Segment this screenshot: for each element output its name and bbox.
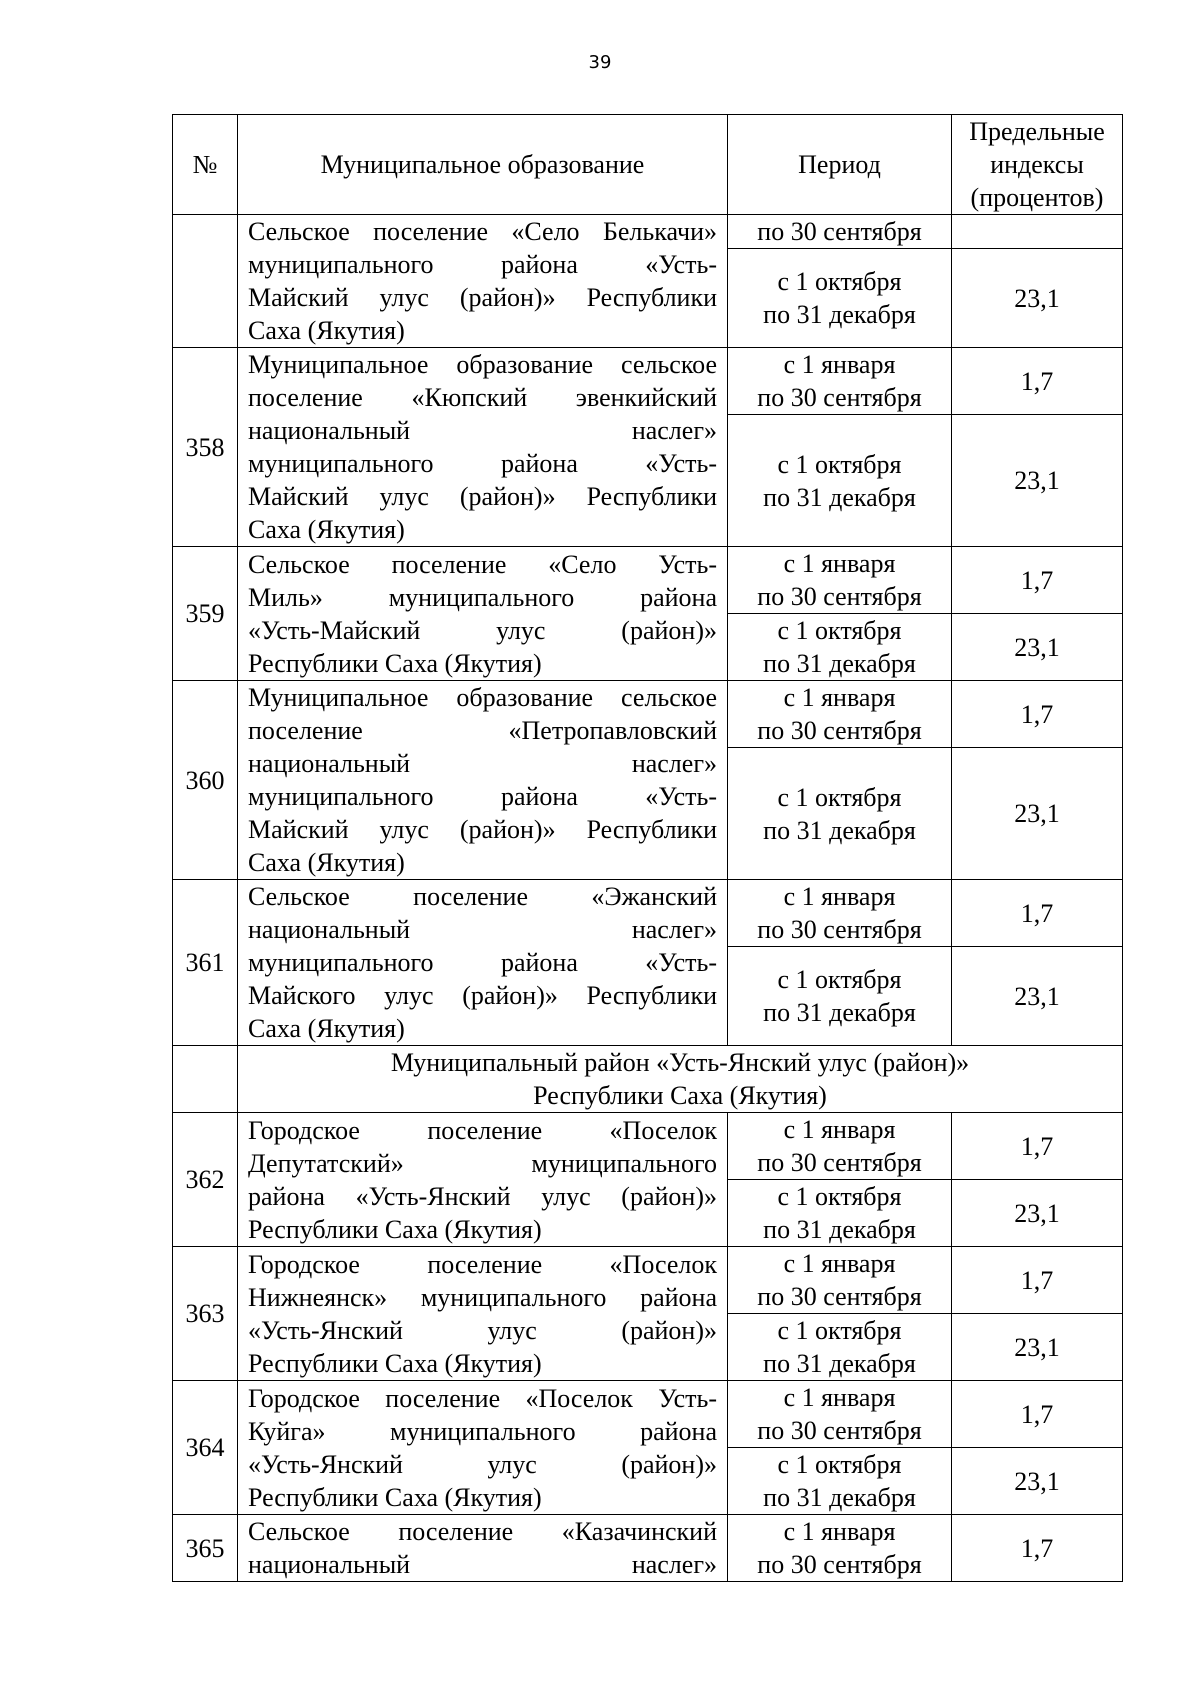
- index-cell: 1,7: [952, 681, 1123, 748]
- period-cell: [728, 415, 952, 547]
- entity-line: Майский улус (район)» Республики: [248, 482, 717, 511]
- index-cell: [952, 215, 1123, 249]
- entity-line: Саха (Якутия): [248, 848, 405, 877]
- period-line: с 1 января: [783, 1115, 896, 1144]
- index-cell: 1,7: [952, 1113, 1123, 1180]
- period-cell: [728, 1180, 952, 1247]
- period-line: по 31 декабря: [763, 1349, 916, 1378]
- row-number: 358: [173, 348, 238, 547]
- period-line: по 31 декабря: [763, 649, 916, 678]
- index-cell: 1,7: [952, 547, 1123, 614]
- table-header-row: [173, 115, 1123, 215]
- entity-line: поселение «Кюпский эвенкийский: [248, 383, 717, 412]
- entity-line: национальный наслег»: [248, 1550, 717, 1579]
- index-cell: 23,1: [952, 249, 1123, 348]
- period-line: по 30 сентября: [757, 716, 922, 745]
- entity-line: Депутатский» муниципального: [248, 1148, 717, 1178]
- entity-line: Республики Саха (Якутия): [248, 648, 542, 678]
- period-line: по 31 декабря: [763, 998, 916, 1027]
- entity-line: Муниципальное образование сельское: [248, 350, 717, 379]
- header-number: №: [173, 115, 238, 215]
- period-cell: [728, 681, 952, 748]
- period-cell: [728, 1515, 952, 1582]
- period-line: по 31 декабря: [763, 1215, 916, 1244]
- index-cell: 23,1: [952, 415, 1123, 547]
- period-cell: [728, 249, 952, 348]
- period-line: по 30 сентября: [757, 383, 922, 412]
- entity-name: [238, 348, 728, 547]
- table-row: [173, 1113, 1123, 1180]
- index-cell: 23,1: [952, 1180, 1123, 1247]
- entity-line: муниципального района «Усть-: [248, 948, 717, 977]
- period-line: по 31 декабря: [763, 482, 916, 512]
- period-cell: [728, 547, 952, 614]
- district-row: [173, 1046, 1123, 1113]
- header-entity: Муниципальное образование: [238, 115, 728, 215]
- period-cell: [728, 1247, 952, 1314]
- period-line: с 1 января: [783, 1517, 896, 1546]
- entity-name: [238, 681, 728, 880]
- period-cell: [728, 1314, 952, 1381]
- entity-line: Муниципальное образование сельское: [248, 683, 717, 712]
- entity-line: «Усть-Янский улус (район)»: [248, 1449, 717, 1479]
- entity-line: Городское поселение «Поселок: [248, 1249, 717, 1279]
- entity-line: поселение «Петропавловский: [248, 716, 717, 745]
- entity-name: [238, 215, 728, 348]
- index-cell: 23,1: [952, 614, 1123, 681]
- table-row: [173, 348, 1123, 415]
- entity-name: [238, 1381, 728, 1515]
- period-line: по 30 сентября: [757, 582, 922, 611]
- entity-line: Куйга» муниципального района: [248, 1416, 717, 1446]
- table-row: [173, 547, 1123, 614]
- period-line: с 1 января: [783, 882, 896, 911]
- row-number: 359: [173, 547, 238, 681]
- period-line: с 1 октября: [777, 1450, 902, 1479]
- index-cell: 23,1: [952, 947, 1123, 1046]
- index-cell: 23,1: [952, 748, 1123, 880]
- entity-line: Городское поселение «Поселок Усть-: [248, 1383, 717, 1413]
- entity-line: Сельское поселение «Казачинский: [248, 1517, 717, 1546]
- entity-line: Городское поселение «Поселок: [248, 1115, 717, 1145]
- entity-name: [238, 880, 728, 1046]
- entity-line: муниципального района «Усть-: [248, 250, 717, 279]
- period-line: с 1 октября: [777, 616, 902, 645]
- period-cell: [728, 880, 952, 947]
- period-cell: [728, 348, 952, 415]
- district-line: Республики Саха (Якутия): [533, 1081, 827, 1110]
- entity-line: Республики Саха (Якутия): [248, 1214, 542, 1244]
- period-line: с 1 октября: [777, 782, 902, 812]
- entity-line: Сельское поселение «Село Усть-: [248, 549, 717, 579]
- entity-line: муниципального района «Усть-: [248, 782, 717, 811]
- index-cell: 1,7: [952, 1381, 1123, 1448]
- table-row: [173, 1381, 1123, 1448]
- row-number: 362: [173, 1113, 238, 1247]
- table-row: [173, 1515, 1123, 1582]
- period-line: по 30 сентября: [757, 1416, 922, 1445]
- entity-line: национальный наслег»: [248, 749, 717, 778]
- district-line: Муниципальный район «Усть-Янский улус (район)»: [390, 1048, 970, 1077]
- header-index: Предельные индексы (процентов): [952, 115, 1123, 215]
- row-number: 365: [173, 1515, 238, 1582]
- table-row: [173, 1247, 1123, 1314]
- row-number: [173, 1046, 238, 1113]
- entity-line: муниципального района «Усть-: [248, 449, 717, 478]
- row-number: 363: [173, 1247, 238, 1381]
- period-line: с 1 октября: [777, 1316, 902, 1345]
- period-line: по 30 сентября: [757, 217, 922, 246]
- period-line: с 1 октября: [777, 449, 902, 479]
- index-cell: 1,7: [952, 880, 1123, 947]
- entity-name: [238, 1113, 728, 1247]
- period-line: по 30 сентября: [757, 1550, 922, 1579]
- index-cell: 23,1: [952, 1314, 1123, 1381]
- entity-line: Сельское поселение «Эжанский: [248, 882, 717, 911]
- entity-name: [238, 1247, 728, 1381]
- index-cell: 23,1: [952, 1448, 1123, 1515]
- period-line: с 1 января: [783, 350, 896, 379]
- row-number: 360: [173, 681, 238, 880]
- page-number: 39: [588, 52, 612, 73]
- table-row: [173, 681, 1123, 748]
- entity-line: Сельское поселение «Село Белькачи»: [248, 217, 717, 246]
- row-number: 364: [173, 1381, 238, 1515]
- district-title: [238, 1046, 1123, 1113]
- period-cell: [728, 748, 952, 880]
- entity-line: Майский улус (район)» Республики: [248, 815, 717, 844]
- entity-name: [238, 1515, 728, 1582]
- entity-line: «Усть-Янский улус (район)»: [248, 1315, 717, 1345]
- period-line: по 30 сентября: [757, 915, 922, 944]
- period-cell: [728, 1448, 952, 1515]
- index-cell: 1,7: [952, 1247, 1123, 1314]
- period-cell: [728, 1381, 952, 1448]
- entity-line: Миль» муниципального района: [248, 582, 717, 612]
- entity-line: национальный наслег»: [248, 915, 717, 944]
- row-number: 361: [173, 880, 238, 1046]
- period-line: по 30 сентября: [757, 1282, 922, 1311]
- period-line: с 1 января: [783, 1383, 896, 1412]
- entity-line: Республики Саха (Якутия): [248, 1348, 542, 1378]
- entity-name: [238, 547, 728, 681]
- entity-line: Саха (Якутия): [248, 1014, 405, 1043]
- row-number: [173, 215, 238, 348]
- period-cell: [728, 947, 952, 1046]
- entity-line: Саха (Якутия): [248, 316, 405, 345]
- entity-line: района «Усть-Янский улус (район)»: [248, 1181, 717, 1211]
- entity-line: Майский улус (район)» Республики: [248, 283, 717, 312]
- entity-line: «Усть-Майский улус (район)»: [248, 615, 717, 645]
- index-cell: 1,7: [952, 348, 1123, 415]
- period-cell: [728, 215, 952, 249]
- period-line: с 1 января: [783, 683, 896, 712]
- index-table: [172, 114, 1123, 1582]
- entity-line: Майского улус (район)» Республики: [248, 981, 717, 1010]
- table-row: [173, 215, 1123, 249]
- period-line: с 1 января: [783, 1249, 896, 1278]
- period-line: по 31 декабря: [763, 815, 916, 845]
- table-row: [173, 880, 1123, 947]
- period-cell: [728, 1113, 952, 1180]
- period-line: с 1 января: [783, 549, 896, 578]
- period-line: по 31 декабря: [763, 1483, 916, 1512]
- period-cell: [728, 614, 952, 681]
- entity-line: Саха (Якутия): [248, 515, 405, 544]
- period-line: с 1 октября: [777, 267, 902, 296]
- header-period: Период: [728, 115, 952, 215]
- index-cell: 1,7: [952, 1515, 1123, 1582]
- period-line: с 1 октября: [777, 965, 902, 994]
- period-line: по 31 декабря: [763, 300, 916, 329]
- entity-line: Нижнеянск» муниципального района: [248, 1282, 717, 1312]
- entity-line: национальный наслег»: [248, 416, 717, 445]
- period-line: с 1 октября: [777, 1182, 902, 1211]
- period-line: по 30 сентября: [757, 1148, 922, 1177]
- entity-line: Республики Саха (Якутия): [248, 1482, 542, 1512]
